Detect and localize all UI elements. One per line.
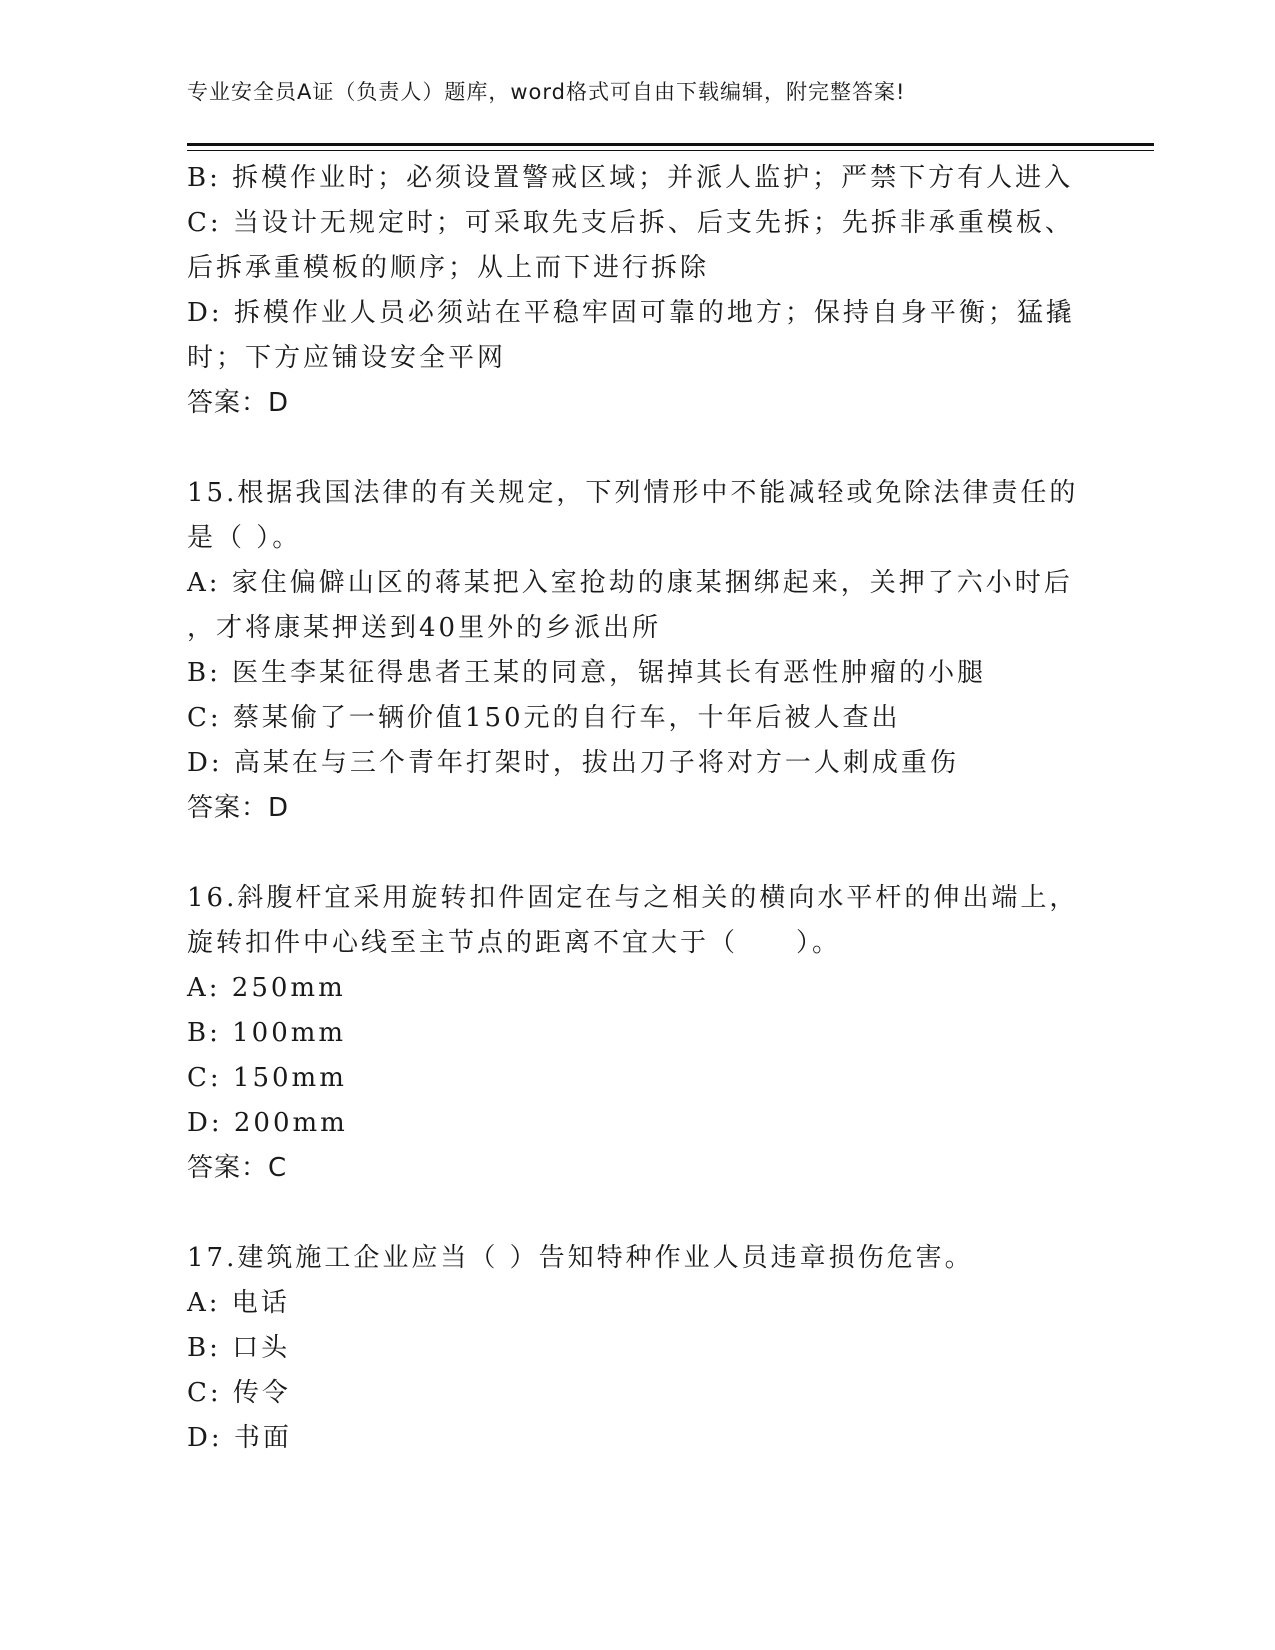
option-c: C: 当设计无规定时；可采取先支后拆、后支先拆；先拆非承重模板、 bbox=[187, 208, 1074, 238]
answer: 答案：D bbox=[187, 793, 290, 823]
option-a-continued: ，才将康某押送到40里外的乡派出所 bbox=[187, 613, 662, 643]
header-rule-thick bbox=[187, 143, 1154, 146]
answer: 答案：D bbox=[187, 388, 290, 418]
question-15 bbox=[187, 471, 1087, 831]
question-14 bbox=[187, 156, 1087, 426]
question-list bbox=[187, 156, 1087, 1461]
question-stem: 15.根据我国法律的有关规定，下列情形中不能减轻或免除法律责任的 bbox=[187, 478, 1079, 508]
option-d-continued: 时；下方应铺设安全平网 bbox=[187, 343, 507, 373]
option-c: C: 150mm bbox=[187, 1063, 347, 1093]
header-rule-thin bbox=[187, 150, 1154, 151]
option-d: D: 拆模作业人员必须站在平稳牢固可靠的地方；保持自身平衡；猛撬 bbox=[187, 298, 1075, 328]
option-d: D: 书面 bbox=[187, 1423, 292, 1453]
option-b: B: 口头 bbox=[187, 1333, 291, 1363]
option-d: D: 200mm bbox=[187, 1108, 348, 1138]
question-stem: 16.斜腹杆宜采用旋转扣件固定在与之相关的横向水平杆的伸出端上， bbox=[187, 883, 1079, 913]
option-c: C: 蔡某偷了一辆价值150元的自行车，十年后被人查出 bbox=[187, 703, 901, 733]
question-stem: 17.建筑施工企业应当（ ）告知特种作业人员违章损伤危害。 bbox=[187, 1243, 974, 1273]
option-c: C: 传令 bbox=[187, 1378, 291, 1408]
question-17 bbox=[187, 1236, 1087, 1461]
option-d: D: 高某在与三个青年打架时，拔出刀子将对方一人刺成重伤 bbox=[187, 748, 959, 778]
answer: 答案：C bbox=[187, 1153, 288, 1183]
question-stem-continued: 是（ ）。 bbox=[187, 523, 302, 553]
option-a: A: 电话 bbox=[187, 1288, 290, 1318]
option-a: A: 家住偏僻山区的蒋某把入室抢劫的康某捆绑起来，关押了六小时后 bbox=[187, 568, 1073, 598]
option-b: B: 医生李某征得患者王某的同意，锯掉其长有恶性肿瘤的小腿 bbox=[187, 658, 987, 688]
question-stem-continued: 旋转扣件中心线至主节点的距离不宜大于（ ）。 bbox=[187, 928, 842, 958]
option-b: B: 拆模作业时；必须设置警戒区域；并派人监护；严禁下方有人进入 bbox=[187, 163, 1074, 193]
option-a: A: 250mm bbox=[187, 973, 346, 1003]
question-16 bbox=[187, 876, 1087, 1191]
option-b: B: 100mm bbox=[187, 1018, 347, 1048]
page-header: 专业安全员A证（负责人）题库，word格式可自由下载编辑，附完整答案! bbox=[187, 80, 906, 104]
option-c-continued: 后拆承重模板的顺序；从上而下进行拆除 bbox=[187, 253, 710, 283]
